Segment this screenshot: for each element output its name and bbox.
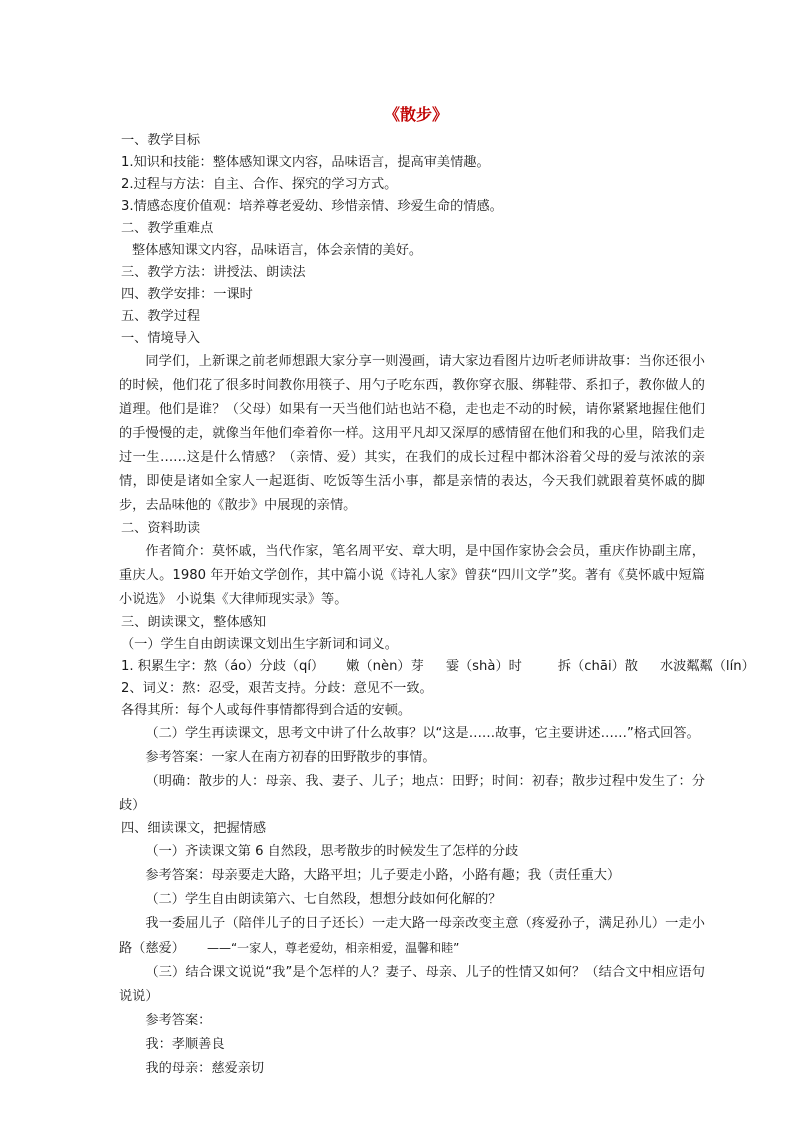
answer-label: 参考答案： xyxy=(145,1013,212,1028)
answer-item: 我的母亲：慈爱亲切 xyxy=(145,1061,265,1076)
section-heading: 二、教学重难点 xyxy=(121,221,214,236)
text-line: 1.知识和技能：整体感知课文内容，品味语言，提高审美情趣。 xyxy=(121,155,490,170)
answer-paragraph: 参考答案：一家人在南方初春的田野散步的事情。 xyxy=(145,750,436,765)
intro-paragraph: 同学们，上新课之前老师想跟大家分享一则漫画，请大家边看图片边听老师讲故事：当你还很小的时候，他们花了很多时间教你用筷子、用勺子吃东西，教你穿衣服、绑鞋带、系扣子，教你做人的道理。他们是谁？（父母）如果有一天当他们站也站不稳，走也走不动的时候，请你紧紧地握住他们的手慢慢的走，就像当年他们牵着你一样。这用平凡却又深厚的感情留在他们和我的心里，陪我们走过一生……这是什么情感？（亲情、爱）其实，在我们的成长过程中都沐浴着父母的爱与浓浓的亲情，即使是诸如全家人一起逛街、吃饭等生活小事，都是亲情的表达，今天我们就跟着莫怀戚的脚步，去品味他的《散步》中展现的亲情。 xyxy=(119,354,705,513)
text-line: 2.过程与方法：自主、合作、探究的学习方式。 xyxy=(121,177,398,192)
author-paragraph: 作者简介：莫怀戚，当代作家，笔名周平安、章大明，是中国作家协会会员，重庆作协副主席，重庆人。1980 年开始文学创作，其中篇小说《诗礼人家》曾获“四川文学”奖。著有《莫怀戚中短篇小说选》 小说集《大律师现实录》等。 xyxy=(119,544,705,607)
vocab-item: 嫩（nèn）芽 xyxy=(346,659,424,674)
question-paragraph: （三）结合课文说说“我”是个怎样的人？妻子、母亲、儿子的性情又如何？（结合文中相应语句说说） xyxy=(119,965,705,1004)
vocab-item: 1. 积累生字：熬（áo）分歧（qí） xyxy=(121,659,325,674)
flow-text: 我一委屈儿子（陪伴儿子的日子还长）一走大路一母亲改变主意（疼爱孙子，满足孙儿）一走小路（慈爱） xyxy=(119,916,705,956)
answer-paragraph: 参考答案：母亲要走大路，大路平坦；儿子要走小路，小路有趣；我（责任重大） xyxy=(145,868,621,883)
document-body xyxy=(119,100,755,1081)
section-heading: 五、教学过程 xyxy=(121,309,201,324)
question-paragraph: （二）学生再读课文，思考文中讲了什么故事？以“这是……故事，它主要讲述……”格式回答。 xyxy=(145,726,700,741)
section-heading: 三、教学方法：讲授法、朗读法 xyxy=(121,265,306,280)
question-paragraph: （一）齐读课文第 6 自然段，思考散步的时候发生了怎样的分歧 xyxy=(145,844,519,859)
flow-paragraph xyxy=(119,912,705,961)
section-heading: 四、教学安排：一课时 xyxy=(121,287,253,302)
flow-summary: ——“一家人，尊老爱幼，相亲相爱，温馨和睦” xyxy=(206,941,460,955)
section-heading: 四、细读课文，把握情感 xyxy=(121,821,267,836)
section-heading: 一、情境导入 xyxy=(121,331,201,346)
question-paragraph: （二）学生自由朗读第六、七自然段，想想分歧如何化解的？ xyxy=(145,892,502,907)
text-line: （一）学生自由朗读课文划出生字新词和词义。 xyxy=(121,637,398,652)
text-line: 2、词义：熬：忍受，艰苦支持。分歧：意见不一致。 xyxy=(121,681,433,696)
text-line: 3.情感态度价值观：培养尊老爱幼、珍惜亲情、珍爱生命的情感。 xyxy=(121,199,503,214)
vocab-item: 拆（chāi）散 xyxy=(557,659,638,674)
section-heading: 二、资料助读 xyxy=(121,521,201,536)
answer-item: 我：孝顺善良 xyxy=(145,1037,225,1052)
text-line: 整体感知课文内容，品味语言，体会亲情的美好。 xyxy=(132,243,423,258)
vocab-item: 霎（shà）时 xyxy=(445,659,522,674)
vocab-item: 水波粼粼（lín） xyxy=(659,659,755,674)
clarify-paragraph: （明确：散步的人：母亲、我、妻子、儿子；地点：田野；时间：初春；散步过程中发生了：分歧） xyxy=(119,774,705,813)
text-line: 各得其所：每个人或每件事情都得到合适的安顿。 xyxy=(121,703,412,718)
section-heading: 三、朗读课文，整体感知 xyxy=(121,615,267,630)
doc-title: 《散步》 xyxy=(383,105,448,124)
vocab-line xyxy=(119,656,755,678)
section-heading: 一、教学目标 xyxy=(121,133,201,148)
